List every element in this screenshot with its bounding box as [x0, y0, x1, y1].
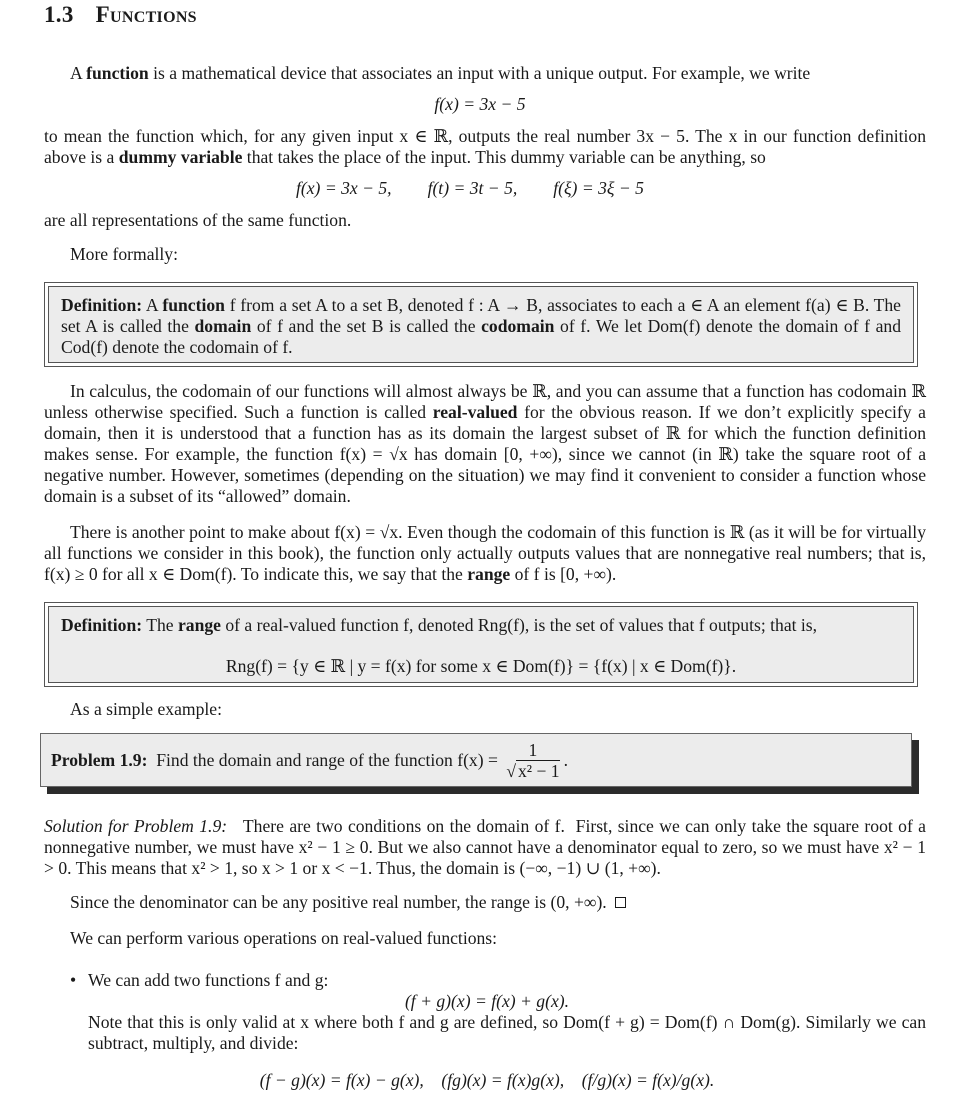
equation: (fg)(x) = f(x)g(x), [441, 1070, 565, 1090]
solution-paragraph [44, 816, 931, 879]
problem-label: Problem 1.9: [51, 749, 148, 770]
equation: f(t) = 3t − 5, [427, 178, 518, 198]
solution-label: Solution for Problem 1.9: [44, 816, 228, 836]
sqrt-radicand: x² − 1 [517, 760, 560, 781]
equivalent-functions-equation [296, 178, 644, 199]
text: of f and the set B is called the [251, 316, 482, 336]
range-set-equation: Rng(f) = {y ∈ ℝ | y = f(x) for some x ∈ Dom(f)} = {f(x) | x ∈ Dom(f)}. [225, 656, 737, 676]
term-function: function [162, 295, 225, 315]
term-range: range [467, 564, 511, 584]
solution-range-text [70, 892, 626, 913]
text: The [142, 615, 178, 635]
text: Since the denominator can be any positive real number, the range is (0, +∞). [70, 892, 607, 912]
section-number: 1.3 [44, 2, 74, 27]
domain-note: Note that this is only valid at x where both f and g are defined, so Dom(f + g) = Dom(f) ∩ Dom(g). Similarly we can subtract, multiply, and divide: [88, 1012, 926, 1053]
bullet-icon: • [70, 970, 77, 990]
equation: f(ξ) = 3ξ − 5 [553, 178, 644, 198]
fraction [504, 740, 561, 781]
definition-function-box [48, 286, 914, 363]
definition-range-text [61, 615, 901, 636]
definition-range-box [48, 606, 914, 683]
section-title: Functions [95, 2, 197, 27]
text: of f. We let Dom(f) denote the domain of f and Cod(f) denote the codomain of f. [61, 316, 902, 357]
operations-intro-text: We can perform various operations on real-valued functions: [70, 928, 498, 948]
text: of f is [0, +∞). [510, 564, 617, 584]
text: f from a set A to a set B, denoted f : A → B, associates to each a ∈ A an element f(a) ∈ B. The set A is called the [61, 295, 901, 336]
equation: f(x) = 3x − 5 [434, 94, 526, 114]
text: is a mathematical device that associates an input with a unique output. For example, we write [148, 63, 811, 83]
text: Find the domain and range of the function f(x) = [147, 749, 503, 770]
text: A [142, 295, 163, 315]
text: There is another point to make about f(x) = √x. Even though the codomain of this function is ℝ (as it will be for virtually all functions we consider in this book), the function only actually outputs values that are nonnegative real numbers; that is, f(x) ≥ 0 for all x ∈ Dom(f). To indicate this, we say that the [44, 522, 926, 584]
problem-1-9-box [40, 733, 912, 787]
real-valued-paragraph [44, 381, 926, 507]
text: A [70, 63, 87, 83]
text: for the obvious reason. If we don’t explicitly specify a domain, then it is understood that a function has as its domain the largest subset of ℝ for which the function definition makes sense. For example, the function f(x) = √x has domain [0, +∞), since we cannot (in ℝ) take the square root of a negative number. However, sometimes (depending on the situation) we may find it convenient to consider a function whose domain is a subset of its “allowed” domain. [44, 402, 926, 506]
term-real-valued: real-valued [432, 402, 518, 422]
text: that takes the place of the input. This dummy variable can be anything, so [242, 147, 766, 167]
term-dummy-variable: dummy variable [118, 147, 243, 167]
intro-paragraph [44, 63, 926, 84]
equation: (f/g)(x) = f(x)/g(x). [581, 1070, 715, 1090]
text: of a real-valued function f, denoted Rng(f), is the set of values that f outputs; that is, [220, 615, 818, 635]
term-function: function [86, 63, 149, 83]
definition-label: Definition: [61, 295, 143, 315]
problem-statement [51, 734, 901, 786]
dummy-variable-paragraph [44, 126, 926, 168]
example-intro-text: As a simple example: [70, 699, 222, 719]
definition-function-text [61, 295, 901, 358]
range-paragraph [44, 522, 926, 585]
operations-equations [88, 1070, 926, 1091]
sum-equation [88, 991, 926, 1012]
list-item-addition [88, 970, 926, 1091]
list-item-text: We can add two functions f and g: [88, 970, 329, 990]
section-heading [44, 4, 197, 25]
term-range: range [177, 615, 221, 635]
fraction-denominator: √ x² − 1 [506, 760, 560, 781]
text: to mean the function which, for any given input x ∈ ℝ, outputs the real number 3x − 5. The x in our function definition above is a [44, 126, 926, 167]
term-codomain: codomain [481, 316, 555, 336]
equation: (f − g)(x) = f(x) − g(x), [259, 1070, 424, 1090]
more-formally-text: More formally: [70, 244, 178, 264]
qed-square-icon [615, 897, 626, 908]
fraction-numerator: 1 [525, 740, 542, 761]
equation: f(x) = 3x − 5, [296, 178, 392, 198]
equation-f-3x-5 [0, 94, 960, 115]
equation: (f + g)(x) = f(x) + g(x). [404, 991, 570, 1011]
same-function-text: are all representations of the same function. [44, 210, 352, 230]
text: . [563, 749, 568, 770]
text: In calculus, the codomain of our functions will almost always be ℝ, and you can assume that a function has codomain ℝ unless otherwise specified. Such a function is called [44, 381, 926, 422]
definition-label: Definition: [61, 615, 143, 635]
term-domain: domain [194, 316, 252, 336]
text: There are two conditions on the domain of f. First, since we can only take the square root of a nonnegative number, we must have x² − 1 ≥ 0. But we also cannot have a denominator equal to zero, so we must have x² − 1 > 0. This means that x² > 1, so x > 1 or x < −1. Thus, the domain is (−∞, −1) ∪ (1, +∞). [44, 816, 931, 878]
